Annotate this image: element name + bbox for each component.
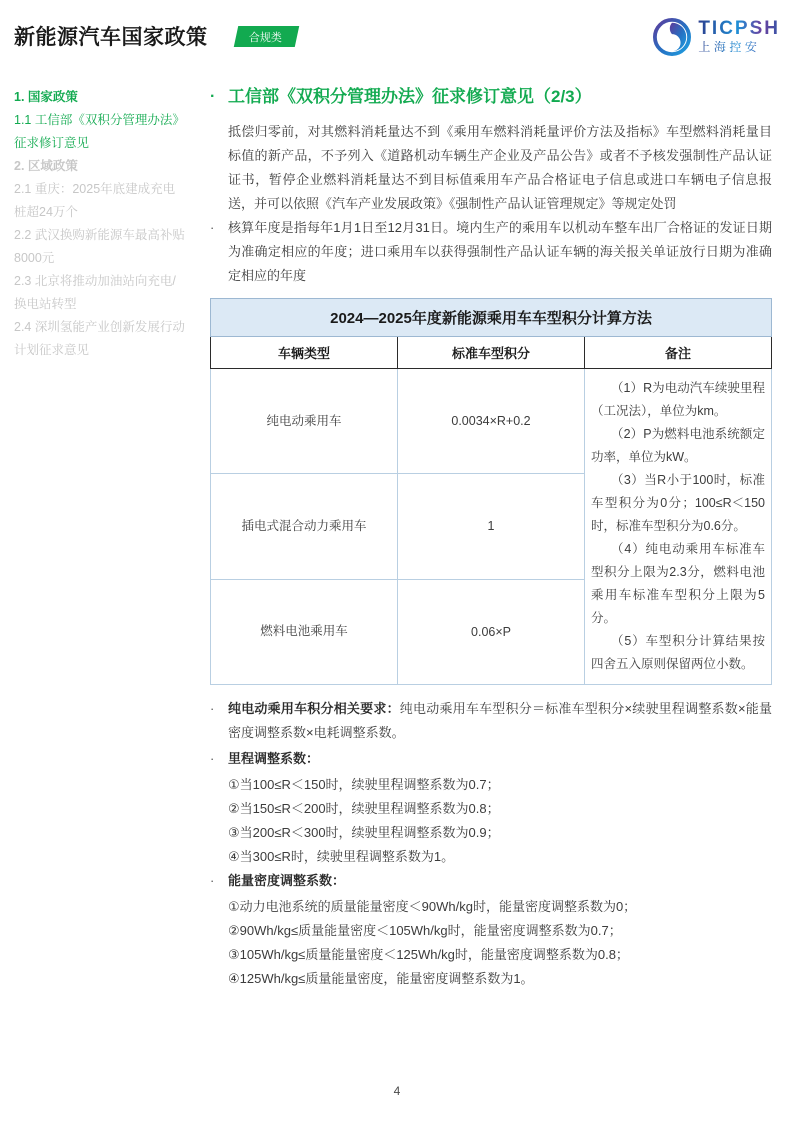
bullet-bev-credit-requirement (210, 697, 772, 745)
column-header-remarks: 备注 (585, 337, 772, 369)
sidebar-item-beijing[interactable]: 2.3 北京将推动加油站向充电/换电站转型 (14, 274, 176, 311)
bullet-icon: · (210, 88, 216, 105)
bullet-text-bev-requirement: 纯电动乘用车车型积分＝标准车型积分×续驶里程调整系数×能量密度调整系数×电耗调整系数。 (228, 701, 772, 740)
remark-item-5: （5）车型积分计算结果按四舍五入原则保留两位小数。 (591, 634, 765, 671)
density-item-2: ②90Wh/kg≤质量能量密度＜105Wh/kg时，能量密度调整系数为0.7； (228, 923, 622, 938)
page-title: 新能源汽车国家政策 (14, 26, 208, 49)
section-heading (210, 84, 772, 110)
bullet-icon: · (210, 220, 215, 235)
cell-standard-credit-bev: 0.0034×R+0.2 (398, 369, 585, 474)
density-item-4: ④125Wh/kg≤质量能量密度，能量密度调整系数为1。 (228, 971, 534, 986)
credit-calculation-table (210, 298, 772, 685)
page-number: 4 (393, 1084, 401, 1098)
cell-remarks (585, 369, 772, 685)
remark-item-4: （4）纯电动乘用车标准车型积分上限为2.3分，燃料电池乘用车标准车型积分上限为5分。 (591, 542, 765, 625)
section-heading-text: 工信部《双积分管理办法》征求修订意见（2/3） (228, 87, 592, 106)
logo-en-text: TICPSH (698, 18, 780, 40)
remark-item-1: （1）R为电动汽车续驶里程（工况法），单位为km。 (591, 381, 765, 418)
page-header (0, 0, 794, 72)
bullet-label-energy-density: 能量密度调整系数： (228, 873, 346, 888)
table-header-row (211, 337, 772, 369)
bullet-icon: · (210, 701, 215, 716)
sidebar-item-chongqing[interactable]: 2.1 重庆：2025年底建成充电桩超24万个 (14, 182, 176, 219)
cell-standard-credit-phev: 1 (398, 474, 585, 579)
cell-vehicle-type-fcev: 燃料电池乘用车 (211, 579, 398, 684)
bullet-icon: · (210, 873, 215, 888)
sidebar-toc (0, 86, 196, 362)
remark-item-3: （3）当R小于100时，标准车型积分为0分；100≤R＜150时，标准车型积分为0.6分。 (591, 473, 765, 533)
column-header-vehicle-type: 车辆类型 (211, 337, 398, 369)
table-title-row (211, 299, 772, 337)
bullet-mileage-coefficient (210, 747, 772, 771)
bullet-label-mileage: 里程调整系数： (228, 751, 320, 766)
mileage-item-4: ④当300≤R时，续驶里程调整系数为1。 (228, 849, 455, 864)
main-content (210, 84, 772, 991)
bullet-label-bev-requirement: 纯电动乘用车积分相关要求： (228, 701, 400, 716)
status-badge (233, 26, 298, 47)
paragraph-penalty: 抵偿归零前，对其燃料消耗量达不到《乘用车燃料消耗量评价方法及指标》车型燃料消耗量目标值的新产品，不予列入《道路机动车辆生产企业及产品公告》或者不予核发强制性产品认证证书，暂停企业燃料消耗量达不到目标值乘用车产品合格证电子信息或进口车辆电子信息报送，并可以依照《汽车产业发展政策》《强制性产品认证管理规定》等规定处罚 (228, 124, 772, 211)
table-title: 2024—2025年度新能源乘用车车型积分计算方法 (211, 299, 772, 337)
mileage-item-2: ②当150≤R＜200时，续驶里程调整系数为0.8； (228, 801, 500, 816)
cell-standard-credit-fcev: 0.06×P (398, 579, 585, 684)
sidebar-item-shenzhen[interactable]: 2.4 深圳氢能产业创新发展行动计划征求意见 (14, 320, 185, 357)
density-item-1: ①动力电池系统的质量能量密度＜90Wh/kg时，能量密度调整系数为0； (228, 899, 637, 914)
column-header-standard-credit: 标准车型积分 (398, 337, 585, 369)
sidebar-item-wuhan[interactable]: 2.2 武汉换购新能源车最高补贴8000元 (14, 228, 185, 265)
paragraph-accounting-year (210, 216, 772, 288)
density-item-3: ③105Wh/kg≤质量能量密度＜125Wh/kg时，能量密度调整系数为0.8； (228, 947, 629, 962)
mileage-item-3: ③当200≤R＜300时，续驶里程调整系数为0.9； (228, 825, 500, 840)
paragraph-accounting-year-text: 核算年度是指每年1月1日至12月31日。境内生产的乘用车以机动车整车出厂合格证的发证日期为准确定相应的年度；进口乘用车以获得强制性产品认证车辆的海关报关单证放行日期为准确定相应的年度 (228, 220, 772, 283)
remark-item-2: （2）P为燃料电池系统额定功率，单位为kW。 (591, 427, 765, 464)
logo-swirl-icon (653, 18, 691, 56)
bullet-energy-density-coefficient (210, 869, 772, 893)
status-badge-label: 合规类 (248, 31, 282, 43)
sidebar-item-regional-policy[interactable]: 2. 区域政策 (14, 159, 78, 173)
table-row (211, 369, 772, 474)
cell-vehicle-type-phev: 插电式混合动力乘用车 (211, 474, 398, 579)
cell-vehicle-type-bev: 纯电动乘用车 (211, 369, 398, 474)
mileage-item-1: ①当100≤R＜150时，续驶里程调整系数为0.7； (228, 777, 500, 792)
bullet-icon: · (210, 751, 215, 766)
sidebar-item-miit-dual-credit[interactable]: 1.1 工信部《双积分管理办法》征求修订意见 (14, 113, 185, 150)
brand-logo (653, 17, 780, 57)
logo-cn-text: 上海控安 (698, 41, 780, 54)
sidebar-item-national-policy[interactable]: 1. 国家政策 (14, 90, 78, 104)
